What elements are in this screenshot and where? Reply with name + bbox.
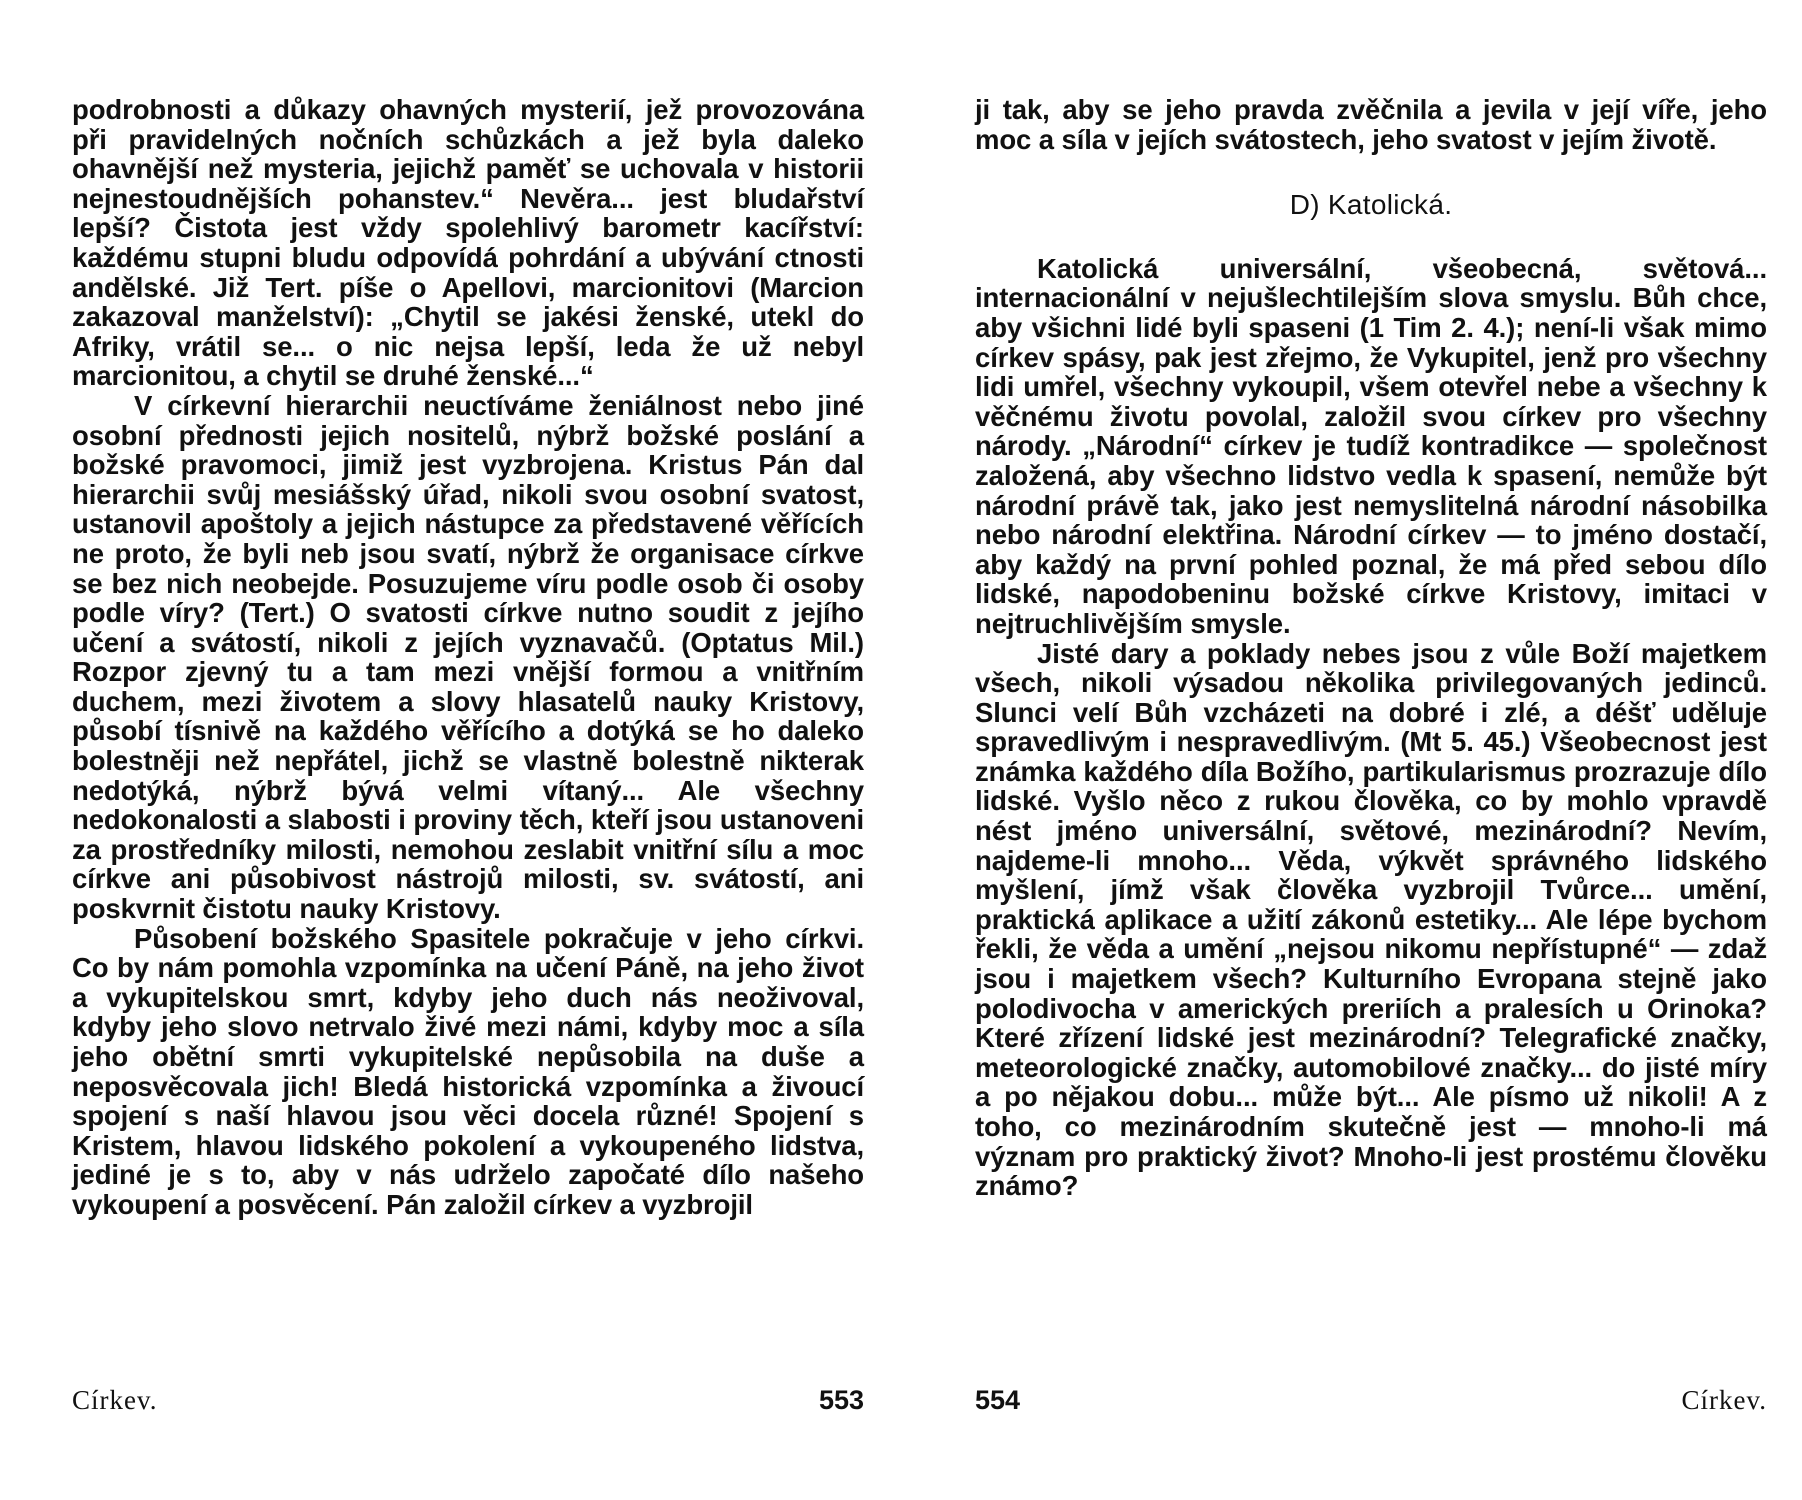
section-heading: D) Katolická.	[1289, 189, 1453, 221]
paragraph: Jisté dary a poklady nebes jsou z vůle Boží majetkem všech, nikoli výsadou několika privilegovaných jedinců. Slunci velí Bůh vzcházeti na dobré i zlé, a déšť uděluje spravedlivým i nespravedlivým. (Mt 5. 45.) Všeobecnost jest známka každého díla Božího, partikularismus prozrazuje dílo lidské. Vyšlo něco z rukou člověka, co by mohlo vpravdě nést jméno universální, světové, mezinárodní? Nevím, najdeme-li mnoho... Věda, výkvět správného lidského myšlení, jímž však člověka vyzbrojil Tvůrce... umění, praktická aplikace a užití zákonů estetiky... Ale lépe bychom řekli, že věda a umění „nejsou nikomu nepřístupné“ — zdaž jsou i majetkem všech? Kulturního Evropana stejně jako polodivocha v amerických preriích a pralesích u Orinoka? Které zřízení lidské jest mezinárodní? Telegrafické značky, meteorologické značky, automobilové značky... do jisté míry a po nějakou dobu... může být... Ale písmo už nikoli! A z toho, co mezinárodním skutečně jest — mnoho-li má význam pro praktický život? Mnoho-li jest prostému člověku známo?	[975, 637, 1767, 1202]
paragraph: Katolická universální, všeobecná, světová... internacionální v nejušlechtilejším slova smyslu. Bůh chce, aby všichni lidé byli spaseni (1 Tim 2. 4.); není-li však mimo církev spásy, pak jest zřejmo, že Vykupitel, jenž pro všechny lidi umřel, všechny vykoupil, všem otevřel nebe a všechny k věčnému životu povolal, založil svou církev pro všechny národy. „Národní“ církev je tudíž kontradikce — společnost založená, aby všechno lidstvo vedla k spasení, nemůže být národní právě tak, jako jest nemyslitelná národní násobilka nebo národní elektřina. Národní církev — to jméno dostačí, aby každý na první pohled poznal, že má před sebou dílo lidské, napodobeninu božské církve Kristovy, imitaci v nejtruchlivějším smysle.	[975, 252, 1767, 639]
right-page	[975, 95, 1767, 1455]
right-page-footer	[975, 1385, 1767, 1419]
page-number: 553	[818, 1385, 864, 1415]
left-page-footer	[72, 1385, 864, 1419]
paragraph: V církevní hierarchii neuctíváme ženiálnost nebo jiné osobní přednosti jejich nositelů, nýbrž božské poslání a božské pravomoci, jimiž jest vyzbrojena. Kristus Pán dal hierarchii svůj mesiášský úřad, nikoli svou osobní svatost, ustanovil apoštoly a jejich nástupce za představené věřících ne proto, že byli neb jsou svatí, nýbrž že organisace církve se bez nich neobejde. Posuzujeme víru podle osob či osoby podle víry? (Tert.) O svatosti církve nutno soudit z jejího učení a svátostí, nikoli z jejích vyznavačů. (Optatus Mil.) Rozpor zjevný tu a tam mezi vnější formou a vnitřním duchem, mezi životem a slovy hlasatelů nauky Kristovy, působí tísnivě na každého věřícího a dotýká se ho daleko bolestněji než nepřátel, jichž se vlastně bolestně nikterak nedotýká, nýbrž bývá velmi vítaný... Ale všechny nedokonalosti a slabosti i proviny těch, kteří jsou ustanoveni za prostředníky milosti, nemohou zeslabit vnitřní sílu a moc církve ani působivost nástrojů milosti, sv. svátostí, ani poskvrnit čistotu nauky Kristovy.	[72, 389, 864, 925]
page-number: 554	[975, 1385, 1021, 1415]
paragraph: podrobnosti a důkazy ohavných mysterií, jež provozována při pravidelných nočních schůzkách a jež byla daleko ohavnější než mysteria, jejichž paměť se uchovala v historii nejnestoudnějších pohanstev.“ Nevěra... jest bludařství lepší? Čistota jest vždy spolehlivý barometr kacířství: každému stupni bludu odpovídá pohrdání a ubývání ctnosti andělské. Již Tert. píše o Apellovi, marcionitovi (Marcion zakazoval manželství): „Chytil se jakési ženské, utekl do Afriky, vrátil se... o nic nejsa lepší, leda že už nebyl marcionitou, a chytil se druhé ženské...“	[72, 94, 864, 392]
running-title: Církev.	[72, 1385, 158, 1415]
paragraph: ji tak, aby se jeho pravda zvěčnila a jevila v její víře, jeho moc a síla v jejích svátostech, jeho svatost v jejím životě.	[975, 94, 1767, 155]
paragraph: Působení božského Spasitele pokračuje v jeho církvi. Co by nám pomohla vzpomínka na učení Páně, na jeho život a vykupitelskou smrt, kdyby jeho duch nás neoživoval, kdyby jeho slovo netrvalo živé mezi námi, kdyby moc a síla jeho obětní smrti vykupitelské nepůsobila na duše a neposvěcovala jich! Bledá historická vzpomínka a živoucí spojení s naší hlavou jsou věci docela různé! Spojení s Kristem, hlavou lidského pokolení a vykoupeného lidstva, jediné je s to, aby v nás udrželo započaté dílo našeho vykoupení a posvěcení. Pán založil církev a vyzbrojil	[72, 922, 864, 1220]
right-page-body	[975, 95, 1767, 1201]
left-page-body	[72, 95, 864, 1220]
left-page	[72, 95, 864, 1455]
running-title: Církev.	[1681, 1385, 1767, 1415]
